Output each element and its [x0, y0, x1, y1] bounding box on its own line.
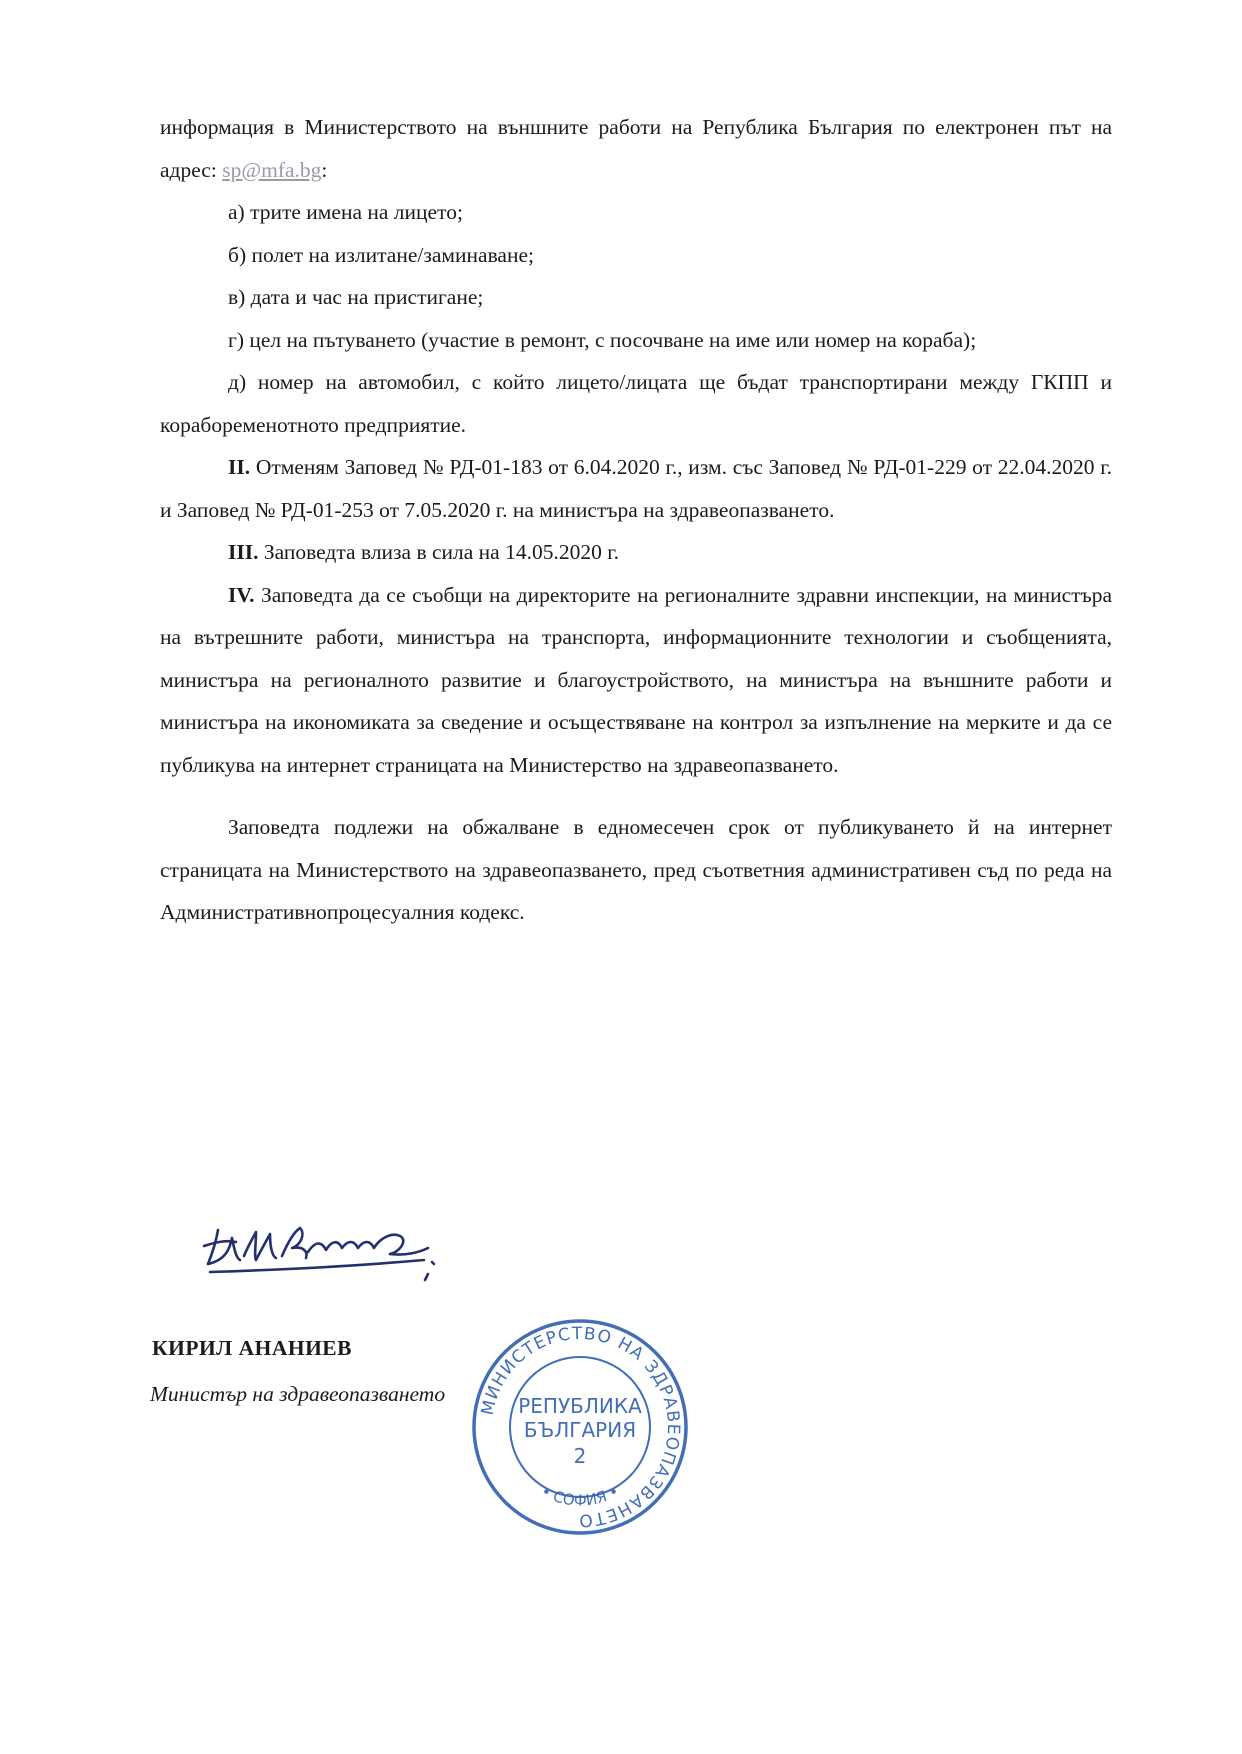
- contact-text: информация в Министерството на външните работи на Република България по електронен път на адрес:: [160, 115, 1112, 182]
- list-item-g: г) цел на пътуването (участие в ремонт, с посочване на име или номер на кораба);: [228, 327, 977, 352]
- svg-text:РЕПУБЛИКА: РЕПУБЛИКА: [518, 1394, 642, 1418]
- list-item-a: а) трите имена на лицето;: [228, 200, 463, 224]
- section-iv-number: IV.: [228, 582, 255, 607]
- section-iii-number: III.: [228, 540, 259, 564]
- svg-text:МИНИСТЕРСТВО НА ЗДРАВЕОПАЗВАНЕ: МИНИСТЕРСТВО НА ЗДРАВЕОПАЗВАНЕТО: [477, 1323, 684, 1531]
- email-link[interactable]: sp@mfa.bg: [222, 157, 322, 182]
- section-ii-number: II.: [228, 455, 251, 479]
- section-iii: [160, 531, 1112, 574]
- section-iii-text: Заповедта влиза в сила на 14.05.2020 г.: [258, 540, 619, 564]
- contact-colon: :: [321, 157, 328, 182]
- svg-text:• СОФИЯ •: • СОФИЯ •: [537, 1482, 623, 1510]
- signer-name: КИРИЛ АНАНИЕВ: [152, 1336, 352, 1360]
- section-iv: [160, 574, 1112, 787]
- signer-title: Министър на здравеопазването: [150, 1382, 446, 1406]
- list-item-d: д) номер на автомобил, с който лицето/лицата ще бъдат транспортирани между ГКПП и корабоременотното предприятие.: [160, 370, 1112, 437]
- appeal-paragraph: Заповедта подлежи на обжалване в едномесечен срок от публикуването й на интернет страницата на Министерството на здравеопазването, пред съответния административен съд по реда на Административнопроцесуалния кодекс.: [160, 815, 1112, 924]
- document-body: [160, 106, 1112, 934]
- svg-text:2: 2: [573, 1444, 587, 1468]
- paragraph-contact: [160, 106, 1112, 191]
- section-ii: [160, 446, 1112, 531]
- section-ii-text: Отменям Заповед № РД-01-183 от 6.04.2020 г., изм. със Заповед № РД-01-229 от 22.04.2020 г. и Заповед № РД-01-253 от 7.05.2020 г. на министъра на здравеопазването.: [160, 455, 1112, 522]
- list-item-b: б) полет на излитане/заминаване;: [228, 242, 534, 267]
- handwritten-signature: [196, 1212, 446, 1282]
- svg-text:БЪЛГАРИЯ: БЪЛГАРИЯ: [523, 1418, 637, 1442]
- list-item-v: в) дата и час на пристигане;: [228, 285, 484, 309]
- official-stamp: [468, 1315, 692, 1539]
- section-iv-text: Заповедта да се съобщи на директорите на регионалните здравни инспекции, на министъра на вътрешните работи, министъра на транспорта, информационните технологии и съобщенията, министъра на регионалното развитие и благоустройството, на министъра на външните работи и министъра на икономиката за сведение и осъществяване на контрол за изпълнение на мерките и да се публикува на интернет страницата на Министерство на здравеопазването.: [160, 582, 1112, 777]
